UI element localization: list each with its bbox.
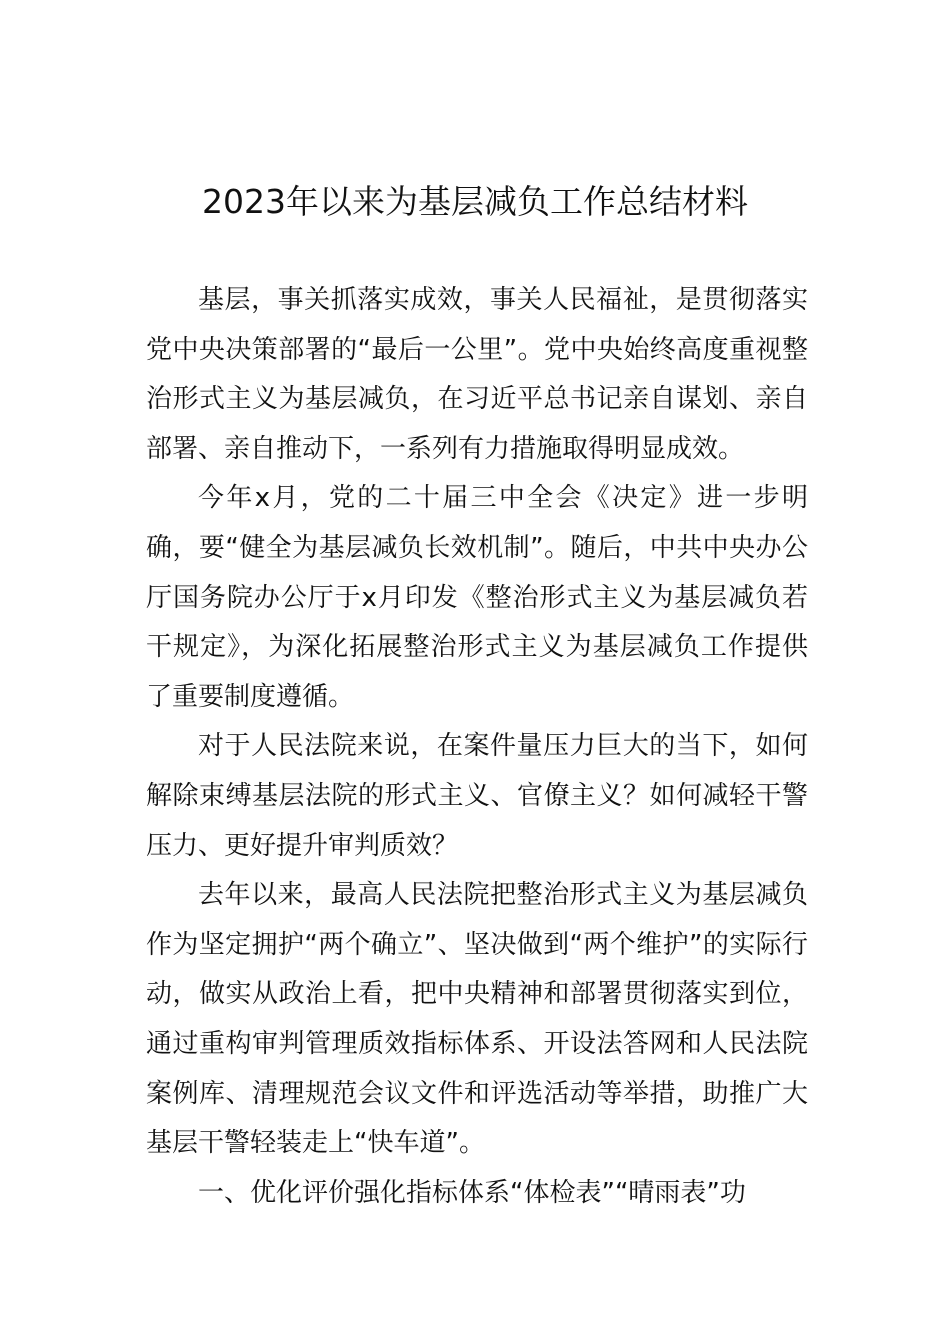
section-heading: 一、优化评价强化指标体系“体检表”“晴雨表”功 (198, 1177, 746, 1208)
document-title: 2023年以来为基层减负工作总结材料 (202, 182, 748, 221)
paragraph: 去年以来，最高人民法院把整治形式主义为基层减负作为坚定拥护“两个确立”、坚决做到“两个维护”的实际行动，做实从政治上看，把中央精神和部署贯彻落实到位，通过重构审判管理质效指标体系、开设法答网和人民法院案例库、清理规范会议文件和评选活动等举措，助推广大基层干警轻装走上“快车道”。 (146, 880, 808, 1159)
paragraph: 今年x月，党的二十届三中全会《决定》进一步明确，要“健全为基层减负长效机制”。随后，中共中央办公厅国务院办公厅于x月印发《整治形式主义为基层减负若干规定》，为深化拓展整治形式主义为基层减负工作提供了重要制度遵循。 (146, 483, 808, 712)
paragraph: 基层，事关抓落实成效，事关人民福祉，是贯彻落实党中央决策部署的“最后一公里”。党中央始终高度重视整治形式主义为基层减负，在习近平总书记亲自谋划、亲自部署、亲自推动下，一系列有力措施取得明显成效。 (146, 285, 808, 464)
document-body (146, 276, 808, 1218)
paragraph: 对于人民法院来说，在案件量压力巨大的当下，如何解除束缚基层法院的形式主义、官僚主义？如何减轻干警压力、更好提升审判质效？ (146, 731, 808, 861)
